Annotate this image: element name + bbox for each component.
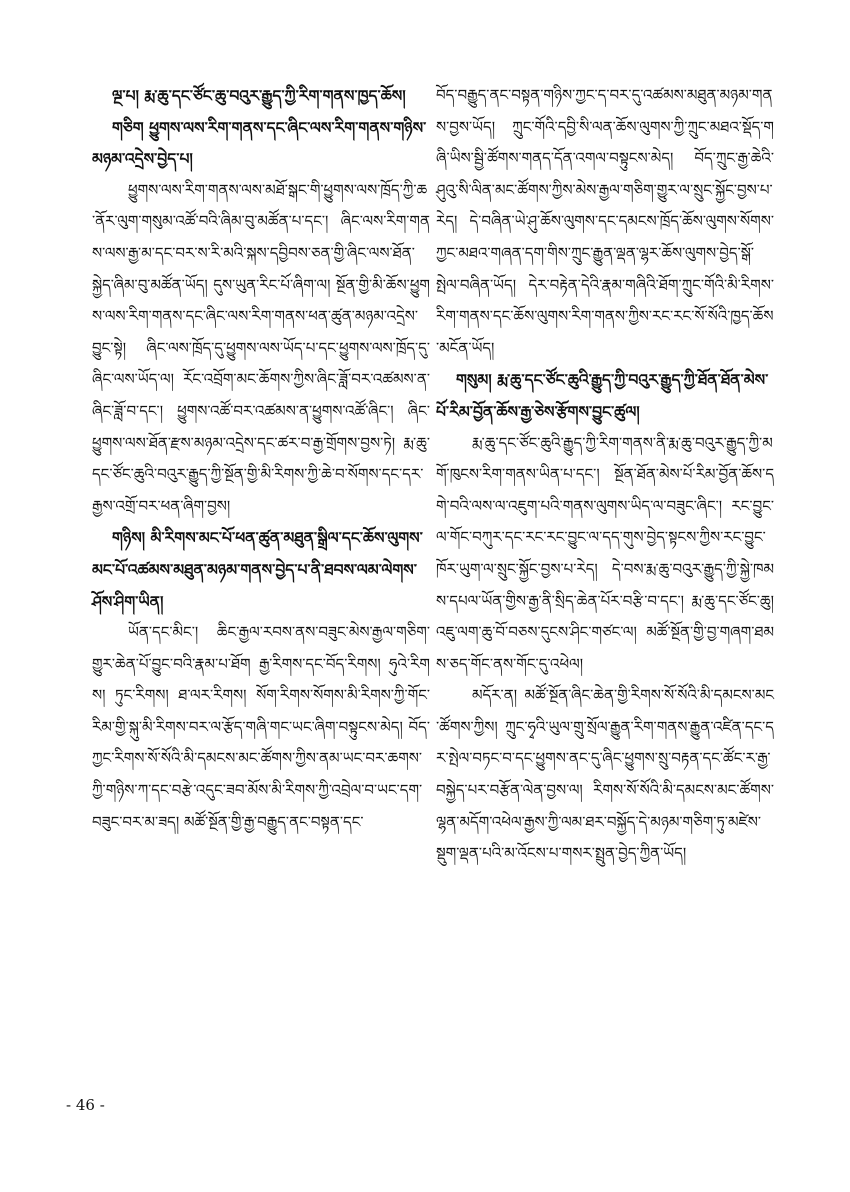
subsection-3-paragraph-2: མདོར་ན། མཚོ་སྔོན་ཞིང་ཆེན་གྱི་རིགས་སོ་སོའི་མི་དམངས་མང་ཚོགས་ཀྱིས། ཀྲུང་ཧྭའི་ཡུལ་གྲུ་སྲོལ་རྒྱུན་རིག་གནས་རྒྱུན་འཛིན་དང་དར་སྤེལ་བཏང་བ་དང་ཕྱུགས་ནང་དུ་ཞིང་ཕྱུགས་སྲུ་བརྟན་དང་ཚོང་ར་རྒྱ་བསྐྱེད་པར་བརྩོན་ལེན་བྱས་ལ། རིགས་སོ་སོའི་མི་དམངས་མང་ཚོགས་ལྷན་མདོག་འཕེལ་རྒྱས་ཀྱི་ལམ་ཐར་བསྐྱོད་དེ་མཉམ་གཅིག་ཏུ་མཛེས་སྡུག་ལྡན་པའི་མ་འོངས་པ་གསར་སྤྲུན་བྱེད་ཀྱིན་ཡོད། xyxy=(436,686,774,863)
subsection-3-paragraph-1: རྨ་ཆུ་དང་ཙོང་ཆུའི་རྒྱུད་ཀྱི་རིག་གནས་ནི་རྨ་ཆུ་བའུར་རྒྱུད་ཀྱི་མགོ་ཁུངས་རིག་གནས་ཡིན་པ་དང་། སྔོན་ཐོན་མེས་པོ་རིམ་བྱོན་ཆོས་དགེ་བའི་ལས་ལ་འཇུག་པའི་གནས་ལུགས་ཡིད་ལ་བཟུང་ཞིང་། རང་བྱུང་ལ་གོང་བཀུར་དང་རང་རང་བྱུང་ལ་དད་གུས་བྱེད་སྟངས་ཀྱིས་རང་བྱུང་ཁོར་ཡུག་ལ་སྲུང་སྐྱོང་བྱས་པ་རེད། དེ་བས་རྨ་ཆུ་བའུར་རྒྱུད་ཀྱི་སྐྱེ་ཁམས་དཔལ་ཡོན་གྱིས་རྒྱ་ནི་སྲིད་ཆེན་པོར་བརྩི་བ་དང་། རྨ་ཆུ་དང་ཙོང་ཆུ། འཇུ་ལག་ཆུ་བོ་བཅས་དུངས་ཤིང་གཙང་ལ། མཚོ་སྔོན་གྱི་བྱ་གཞག་ཐམས་ཅད་གོང་ནས་གོང་དུ་འཕེལ། xyxy=(436,433,774,673)
subsection-2-title: གཉིས། མི་རིགས་མང་པོ་ཕན་ཚུན་མཐུན་སྒྲིལ་དང་ཆོས་ལུགས་མང་པོ་འཚམས་མཐུན་མཉམ་གནས་བྱེད་པ་ནི་ཐབས་ལམ་ལེགས་ཤོས་ཤིག་ཡིན། xyxy=(92,528,423,611)
subsection-3-title: གསུམ། རྨ་ཆུ་དང་ཙོང་ཆུའི་རྒྱུད་ཀྱི་བའུར་རྒྱུད་ཀྱི་ཐོན་ཐོན་མེས་པོ་རིམ་བྱོན་ཆོས་རྒྱ་ཅེས་རྩོགས་བྱུང་ཚུལ། xyxy=(436,370,769,421)
left-column xyxy=(92,80,430,838)
right-column xyxy=(436,80,774,870)
subsection-1-paragraph: ཕྱུགས་ལས་རིག་གནས་ལས་མཐོ་སྒང་གི་ཕྱུགས་ལས་ཁྲོད་ཀྱི་ཆ་ནོར་ལུག་གསུམ་འཚོ་བའི་ཞིམ་བུ་མཚོན་པ་དང་། ཞིང་ལས་རིག་གནས་ལས་རྒྱ་མ་དང་བར་ས་རི་མའི་སྐས་དབྱིབས་ཅན་གྱི་ཞིང་ལས་ཐོན་སྐྱེད་ཞིམ་བུ་མཚོན་ཡོད། དུས་ཡུན་རིང་པོ་ཞིག་ལ། སྔོན་གྱི་མི་ཆོས་ཕྱུགས་ལས་རིག་གནས་དང་ཞིང་ལས་རིག་གནས་ཕན་ཚུན་མཉམ་འདྲེས་བྱུང་སྟེ། ཞིང་ལས་ཁྲོད་དུ་ཕྱུགས་ལས་ཡོད་པ་དང་ཕྱུགས་ལས་ཁྲོད་དུ་ཞིང་ལས་ཡོད་ལ། རོང་འབྲོག་མང་ཆོགས་ཀྱིས་ཞིང་ཟློ་བར་འཚམས་ན་ཞིང་ཟློ་བ་དང་། ཕྱུགས་འཚོ་བར་འཚམས་ན་ཕྱུགས་འཚོ་ཞིང་། ཞིང་ཕྱུགས་ལས་ཐོན་རྫས་མཉམ་འདྲེས་དང་ཚར་བ་རྒྱ་གྲོགས་བྱས་ཏེ། རྨ་ཆུ་དང་ཙོང་ཆུའི་བའུར་རྒྱུད་ཀྱི་སྔོན་གྱི་མི་རིགས་ཀྱི་ཆེ་བ་སོགས་དང་དར་རྒྱས་འགྲོ་བར་ཕན་ཞིག་བྱས། xyxy=(92,180,430,515)
subsection-2-paragraph: ཡོན་དང་མིང་། ཆིང་རྒྱལ་རབས་ནས་བཟུང་མེས་རྒྱལ་གཅིག་གྱུར་ཆེན་པོ་བྱུང་བའི་རྣམ་པ་ཐོག རྒྱ་རིགས་དང་བོད་རིགས། ཧུའེ་རིགས། ཏུང་རིགས། ཐ་ལར་རིགས། སོག་རིགས་སོགས་མི་རིགས་ཀྱི་གོང་རིམ་གྱི་སྐུ་མི་རིགས་བར་ལ་རྩོད་གཞི་གང་ཡང་ཞིག་བསྟུངས་མེད། བོད་ཀྱང་རིགས་སོ་སོའི་མི་དམངས་མང་ཚོགས་ཀྱིས་ནམ་ཡང་བར་ཆགས་ཀྱི་གཉིས་ཀ་དང་བརྩེ་འདུང་ཟབ་མོས་མི་རིགས་ཀྱི་འབྲེལ་བ་ཡང་དག་བཟུང་བར་མ་ཟད། མཚོ་སྔོན་གྱི་རྒྱ་བརྒྱུད་ནང་བསྟན་དང་ xyxy=(92,623,430,831)
continued-paragraph: བོད་བརྒྱུད་ནང་བསྟན་གཉིས་ཀྱང་ད་བར་དུ་འཚམས་མཐུན་མཉམ་གནས་བྱས་ཡོད། ཀྲུང་གོའི་དབྱི་སི་ལན་ཆོས་ལུགས་ཀྱི་ཀྲུང་མཐའ་སྡོད་གཞི་ཡིས་སྦྱི་ཚོགས་གནད་དོན་འགལ་བསྟུངས་མེད། བོད་ཀྲུང་རྒྱ་ཆེའི་ཤུའུ་སི་ལིན་མང་ཚོགས་ཀྱིས་མེས་རྒྱལ་གཅིག་གྱུར་ལ་སྲུང་སྐྱོང་བྱས་པ་རེད། དེ་བཞིན་ཡེ་ཤུ་ཆོས་ལུགས་དང་དམངས་ཁྲོད་ཆོས་ལུགས་སོགས་ཀྱང་མཐའ་གཞན་དག་གིས་ཀྲུང་རྒྱུན་ལྡན་ལྷར་ཆོས་ལུགས་བྱེད་སྒོ་སྤེལ་བཞིན་ཡོད། དེར་བརྟེན་དེའི་རྣམ་གཞིའི་ཐོག་ཀྲུང་གོའི་མི་རིགས་རིག་གནས་དང་ཆོས་ལུགས་རིག་གནས་ཀྱིས་རང་རང་སོ་སོའི་ཁྱད་ཆོས་མངོན་ཡོད། xyxy=(436,86,774,357)
page-number: - 46 - xyxy=(66,1096,105,1114)
subsection-1-title: གཅིག ཕྱུགས་ལས་རིག་གནས་དང་ཞིང་ལས་རིག་གནས་གཉིས་མཉམ་འདྲེས་བྱེད་པ། xyxy=(92,117,427,169)
section-title: ལྔ་པ། རྨ་ཆུ་དང་ཙོང་ཆུ་བའུར་རྒྱུད་ཀྱི་རིག་གནས་ཁྱད་ཆོས། xyxy=(112,86,406,105)
